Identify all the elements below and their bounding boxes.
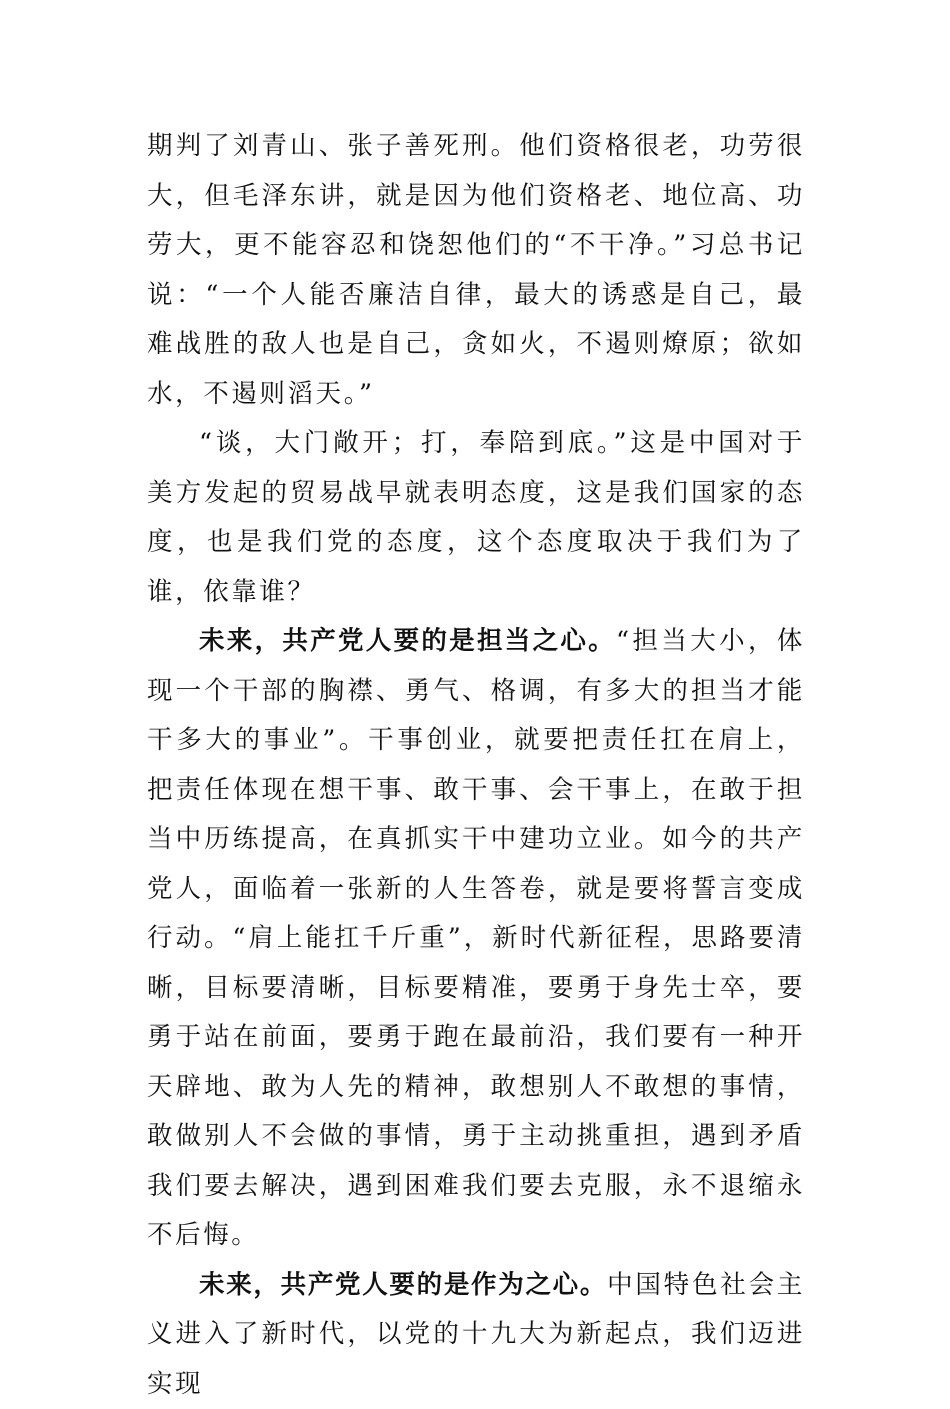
paragraph-text: 期判了刘青山、张子善死刑。他们资格很老，功劳很大，但毛泽东讲，就是因为他们资格老、地位高、功劳大，更不能容忍和饶恕他们的“不干净。”习总书记说：“一个人能否廉洁自律，最大的诱惑是自己，最难战胜的敌人也是自己，贪如火，不遏则燎原；欲如水，不遏则滔天。” <box>147 131 805 409</box>
paragraph-text: “担当大小，体现一个干部的胸襟、勇气、格调，有多大的担当才能干多大的事业”。干事创业，就要把责任扛在肩上，把责任体现在想干事、敢干事、会干事上，在敢于担当中历练提高，在真抓实干中建功立业。如今的共产党人，面临着一张新的人生答卷，就是要将誓言变成行动。“肩上能扛千斤重”，新时代新征程，思路要清晰，目标要清晰，目标要精准，要勇于身先士卒，要勇于站在前面，要勇于跑在最前沿，我们要有一种开天辟地、敢为人先的精神，敢想别人不敢想的事情，敢做别人不会做的事情，勇于主动挑重担，遇到矛盾我们要去解决，遇到困难我们要去克服，永不退缩永不后悔。 <box>147 626 805 1250</box>
paragraph-lead-heading: 未来，共产党人要的是作为之心。 <box>199 1270 607 1300</box>
paragraph-lead-heading: 未来，共产党人要的是担当之心。 <box>199 626 616 656</box>
paragraph-continuation <box>147 122 805 419</box>
paragraph-responsibility <box>147 617 805 1261</box>
paragraph-trade-war <box>147 419 805 617</box>
paragraph-text: 中国特色社会主义进入了新时代，以党的十九大为新起点，我们迈进实现 <box>147 1270 805 1399</box>
paragraph-text: “谈，大门敞开；打，奉陪到底。”这是中国对于美方发起的贸易战早就表明态度，这是我们国家的态度，也是我们党的态度，这个态度取决于我们为了谁，依靠谁？ <box>147 428 805 607</box>
document-page <box>147 122 805 1409</box>
paragraph-action <box>147 1261 805 1409</box>
